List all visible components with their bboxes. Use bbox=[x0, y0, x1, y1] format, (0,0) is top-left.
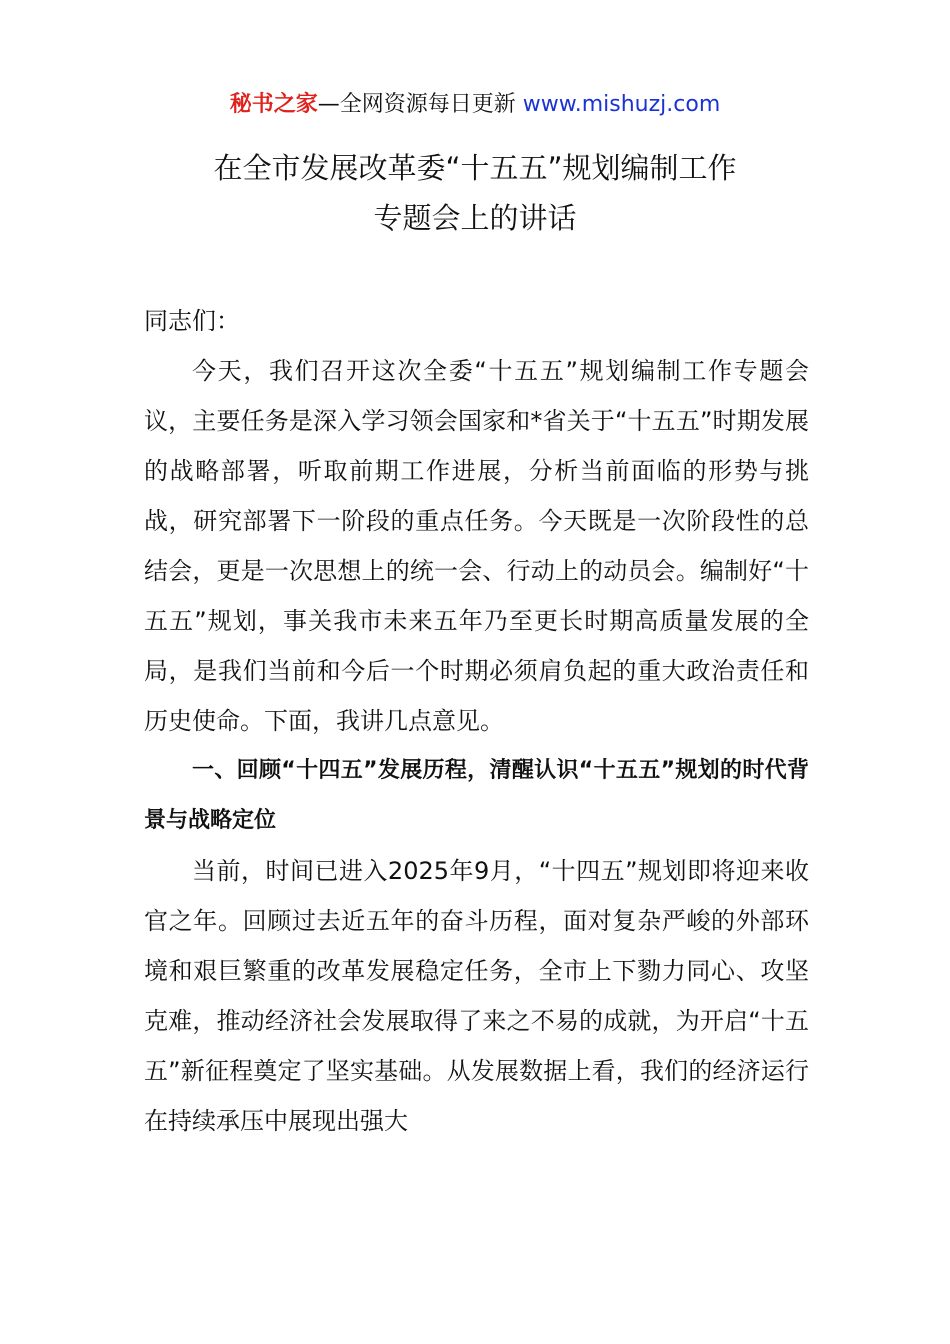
paragraph-intro: 今天，我们召开这次全委“十五五”规划编制工作专题会议，主要任务是深入学习领会国家和*省关于“十五五”时期发展的战略部署，听取前期工作进展，分析当前面临的形势与挑战，研究部署下一阶段的重点任务。今天既是一次阶段性的总结会，更是一次思想上的统一会、行动上的动员会。编制好“十五五”规划，事关我市未来五年乃至更长时期高质量发展的全局，是我们当前和今后一个时期必须肩负起的重大政治责任和历史使命。下面，我讲几点意见。 bbox=[144, 357, 809, 735]
site-url-link[interactable]: www.mishuzj.com bbox=[522, 92, 721, 117]
document-title-line-1: 在全市发展改革委“十五五”规划编制工作 bbox=[213, 151, 737, 185]
section-heading-1: 一、回顾“十四五”发展历程，清醒认识“十五五”规划的时代背景与战略定位 bbox=[144, 758, 809, 833]
document-body bbox=[144, 296, 809, 1146]
site-header bbox=[0, 88, 950, 122]
salutation: 同志们： bbox=[144, 307, 240, 335]
paragraph-review: 当前，时间已进入2025年9月，“十四五”规划即将迎来收官之年。回顾过去近五年的奋斗历程，面对复杂严峻的外部环境和艰巨繁重的改革发展稳定任务，全市上下勠力同心、攻坚克难，推动经济社会发展取得了来之不易的成就，为开启“十五五”新征程奠定了坚实基础。从发展数据上看，我们的经济运行在持续承压中展现出强大 bbox=[144, 857, 809, 1135]
site-brand: 秘书之家 bbox=[229, 92, 318, 117]
site-tagline: —全网资源每日更新 bbox=[317, 92, 523, 117]
document-title-line-2: 专题会上的讲话 bbox=[373, 201, 577, 235]
